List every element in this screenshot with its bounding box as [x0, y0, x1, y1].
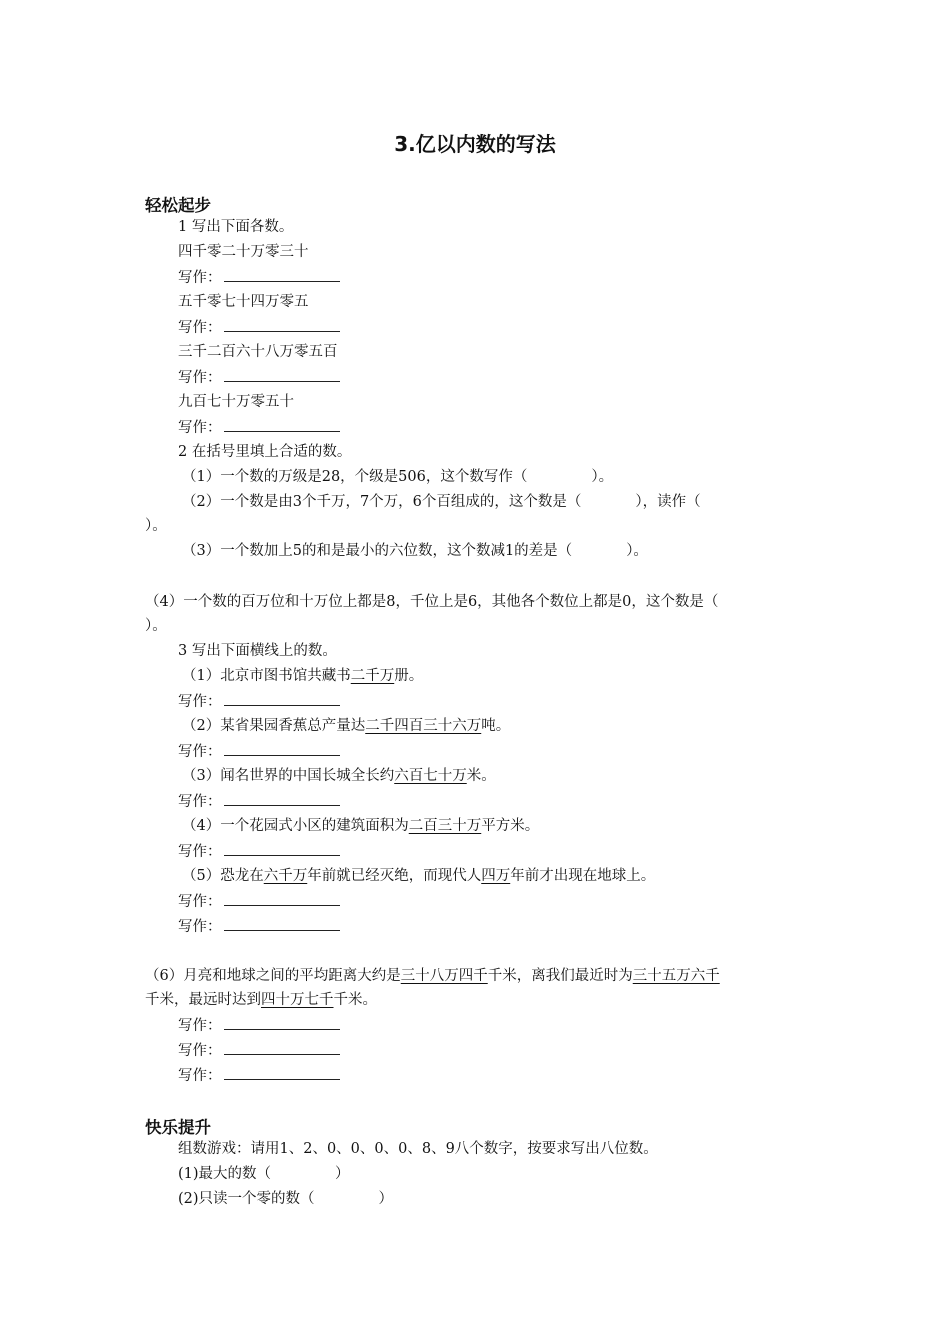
- write-label: 写作：: [178, 270, 222, 286]
- q2-part-2-mid: ），读作（: [635, 494, 701, 510]
- answer-blank[interactable]: [224, 367, 340, 382]
- q3-item-6-end: 千米。: [333, 992, 377, 1008]
- page-title: 3.亿以内数的写法: [394, 132, 556, 156]
- q2-part-1: [182, 467, 613, 487]
- q3-item-6-cont: [145, 990, 377, 1010]
- q3-answer-5b: [178, 916, 340, 937]
- write-label: 写作：: [178, 420, 222, 436]
- q3-item-1-end: 册。: [394, 668, 424, 684]
- write-label: 写作：: [178, 919, 222, 935]
- q3-item-5-end: 年前才出现在地球上。: [510, 868, 656, 884]
- q2-part-1-text: （1）一个数的万级是28，个级是506，这个数写作（: [182, 469, 528, 485]
- underlined-number: 三十五万六千: [632, 968, 720, 984]
- q3-item-5-mid: 年前就已经灭绝，而现代人: [307, 868, 482, 884]
- q1-item-1: 四千零二十万零三十: [178, 244, 309, 260]
- q2-part-1-end: ）。: [591, 469, 614, 485]
- underlined-number: 二千四百三十六万: [365, 718, 482, 734]
- q1-item-2: 五千零七十四万零五: [178, 294, 309, 310]
- underlined-number: 六千万: [263, 868, 308, 884]
- answer-blank[interactable]: [224, 317, 340, 332]
- q3-item-6-line2: 千米，最远时达到: [145, 992, 261, 1008]
- q2-part-4-cont: ）。: [145, 618, 167, 634]
- q3-item-2-end: 吨。: [481, 718, 511, 734]
- underlined-number: 四万: [481, 868, 511, 884]
- write-label: 写作：: [178, 794, 222, 810]
- write-label: 写作：: [178, 744, 222, 760]
- q2-part-2: [182, 492, 701, 512]
- q1-heading: 1 写出下面各数。: [178, 219, 294, 235]
- q2-part-2-text: （2）一个数是由3个千万，7个万，6个百组成的，这个数是（: [182, 494, 582, 510]
- underlined-number: 二千万: [350, 668, 395, 684]
- q3-item-5-text: （5）恐龙在: [182, 868, 264, 884]
- q4-heading: 组数游戏：请用1、2、0、0、0、0、8、9八个数字，按要求写出八位数。: [178, 1141, 658, 1157]
- q3-answer-2: [178, 741, 340, 762]
- write-label: 写作：: [178, 1043, 222, 1059]
- q1-answer-1: [178, 267, 340, 288]
- answer-blank[interactable]: [224, 791, 340, 806]
- q3-item-6-text: （6）月亮和地球之间的平均距离大约是: [145, 968, 401, 984]
- q3-item-4-text: （4）一个花园式小区的建筑面积为: [182, 818, 409, 834]
- q3-item-6: [145, 966, 720, 986]
- q3-answer-6b: [178, 1040, 340, 1061]
- underlined-number: 四十万七千: [261, 992, 334, 1008]
- q3-item-3-text: （3）闻名世界的中国长城全长约: [182, 768, 395, 784]
- q3-answer-6a: [178, 1015, 340, 1036]
- answer-blank[interactable]: [224, 916, 340, 931]
- q3-item-5: [182, 866, 655, 886]
- q3-item-6-mid: 千米，离我们最近时为: [487, 968, 633, 984]
- q4-part-2-text: (2)只读一个零的数（: [178, 1191, 315, 1207]
- q3-answer-4: [178, 841, 340, 862]
- q1-answer-3: [178, 367, 340, 388]
- q4-part-1-text: (1)最大的数（: [178, 1166, 272, 1182]
- q1-answer-4: [178, 417, 340, 438]
- q1-item-4: 九百七十万零五十: [178, 394, 294, 410]
- underlined-number: 六百七十万: [394, 768, 467, 784]
- underlined-number: 三十八万四千: [400, 968, 488, 984]
- write-label: 写作：: [178, 370, 222, 386]
- q2-part-3-text: （3）一个数加上5的和是最小的六位数，这个数减1的差是（: [182, 543, 573, 559]
- q4-part-1-end: ）: [335, 1166, 350, 1182]
- q1-item-3: 三千二百六十八万零五百: [178, 344, 338, 360]
- q3-answer-3: [178, 791, 340, 812]
- q3-item-2: [182, 716, 510, 736]
- underlined-number: 二百三十万: [408, 818, 482, 834]
- write-label: 写作：: [178, 1018, 222, 1034]
- section-title-easy-start: 轻松起步: [145, 196, 211, 215]
- q3-item-3-end: 米。: [466, 768, 496, 784]
- answer-blank[interactable]: [224, 741, 340, 756]
- write-label: 写作：: [178, 894, 222, 910]
- q4-part-2: [178, 1189, 393, 1209]
- q3-answer-5a: [178, 891, 340, 912]
- write-label: 写作：: [178, 694, 222, 710]
- q3-item-2-text: （2）某省果园香蕉总产量达: [182, 718, 366, 734]
- q3-heading: 3 写出下面横线上的数。: [178, 643, 337, 659]
- q3-item-4-end: 平方米。: [481, 818, 540, 834]
- answer-blank[interactable]: [224, 1015, 340, 1030]
- write-label: 写作：: [178, 844, 222, 860]
- answer-blank[interactable]: [224, 417, 340, 432]
- q3-answer-6c: [178, 1065, 340, 1086]
- q3-answer-1: [178, 691, 340, 712]
- q2-part-4: （4）一个数的百万位和十万位上都是8，千位上是6，其他各个数位上都是0，这个数是（: [145, 594, 719, 610]
- q2-part-3-end: ）。: [626, 543, 648, 559]
- q2-heading: 2 在括号里填上合适的数。: [178, 444, 352, 460]
- q2-part-3: [182, 541, 648, 561]
- answer-blank[interactable]: [224, 1065, 340, 1080]
- q4-part-2-end: ）: [378, 1191, 394, 1207]
- answer-blank[interactable]: [224, 841, 340, 856]
- answer-blank[interactable]: [224, 691, 340, 706]
- answer-blank[interactable]: [224, 891, 340, 906]
- write-label: 写作：: [178, 1068, 222, 1084]
- q3-item-1: [182, 666, 423, 686]
- q3-item-4: [182, 816, 539, 836]
- q2-part-2-cont: ）。: [145, 518, 167, 534]
- section-title-happy-improve: 快乐提升: [145, 1118, 211, 1137]
- q3-item-3: [182, 766, 496, 786]
- write-label: 写作：: [178, 320, 222, 336]
- answer-blank[interactable]: [224, 267, 340, 282]
- q3-item-1-text: （1）北京市图书馆共藏书: [182, 668, 351, 684]
- q4-part-1: [178, 1164, 350, 1184]
- q1-answer-2: [178, 317, 340, 338]
- answer-blank[interactable]: [224, 1040, 340, 1055]
